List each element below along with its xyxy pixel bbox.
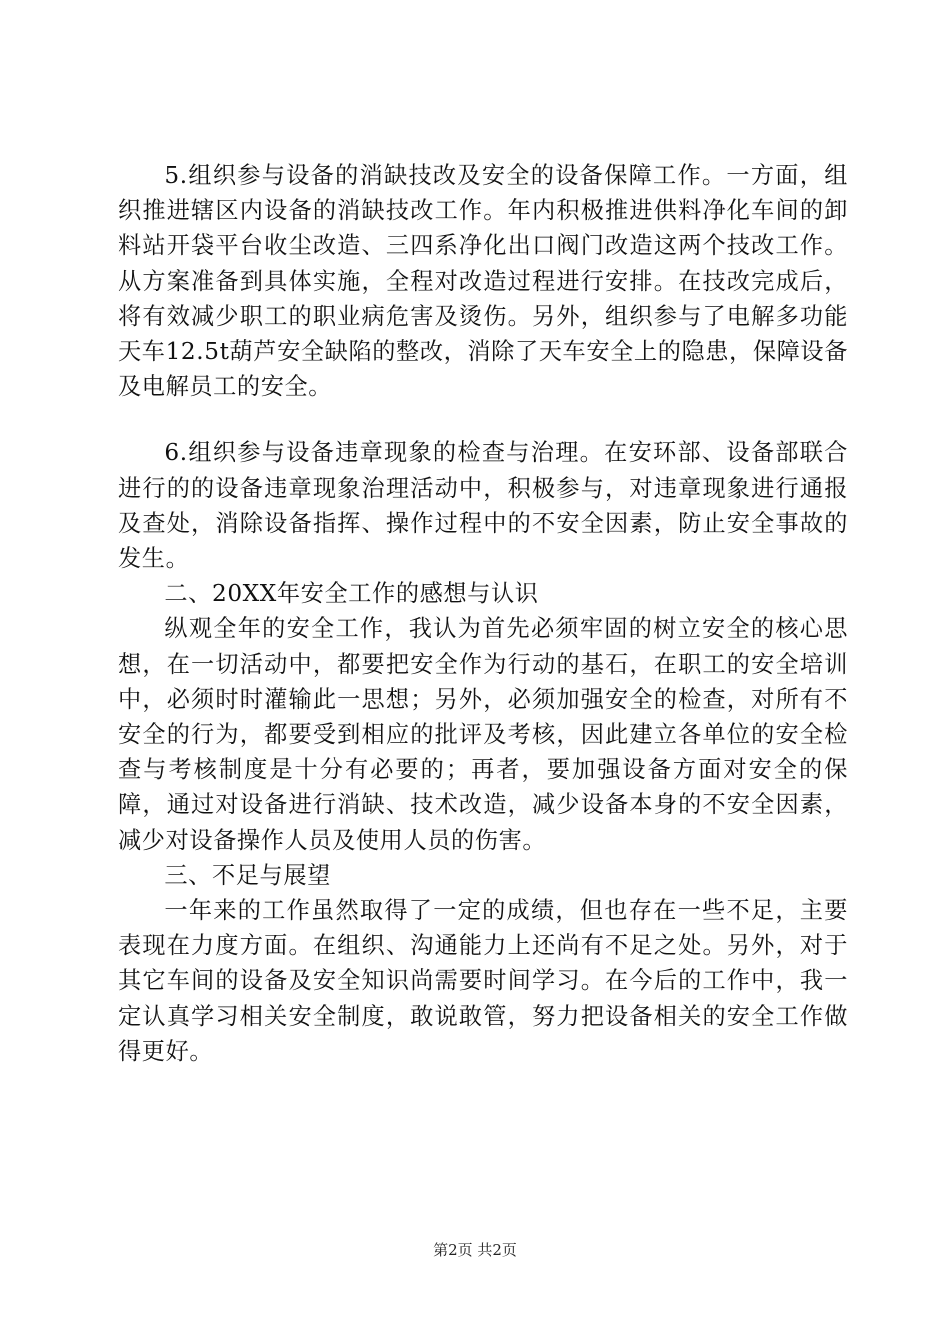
paragraph-spacer <box>118 404 848 435</box>
paragraph-item-5: 5.组织参与设备的消缺技改及安全的设备保障工作。一方面，组织推进辖区内设备的消缺技改工作。年内积极推进供料净化车间的卸料站开袋平台收尘改造、三四系净化出口阀门改造这两个技改工作。从方案准备到具体实施，全程对改造过程进行安排。在技改完成后，将有效减少职工的职业病危害及烫伤。另外，组织参与了电解多功能天车12.5t葫芦安全缺陷的整改，消除了天车安全上的隐患，保障设备及电解员工的安全。 <box>118 162 848 401</box>
document-body <box>118 158 848 1069</box>
paragraph-outlook: 一年来的工作虽然取得了一定的成绩，但也存在一些不足，主要表现在力度方面。在组织、沟通能力上还尚有不足之处。另外，对于其它车间的设备及安全知识尚需要时间学习。在今后的工作中，我一定认真学习相关安全制度，敢说敢管，努力把设备相关的安全工作做得更好。 <box>118 897 848 1065</box>
page-number-label: 第2页 共2页 <box>433 1241 517 1259</box>
paragraph-item-6: 6.组织参与设备违章现象的检查与治理。在安环部、设备部联合进行的的设备违章现象治理活动中，积极参与，对违章现象进行通报及查处，消除设备指挥、操作过程中的不安全因素，防止安全事故的发生。 <box>118 439 848 573</box>
section-heading-2: 二、20XX年安全工作的感想与认识 <box>164 580 539 608</box>
paragraph-reflections: 纵观全年的安全工作，我认为首先必须牢固的树立安全的核心思想，在一切活动中，都要把安全作为行动的基石，在职工的安全培训中，必须时时灌输此一思想；另外，必须加强安全的检查，对所有不安全的行为，都要受到相应的批评及考核，因此建立各单位的安全检查与考核制度是十分有必要的；再者，要加强设备方面对安全的保障，通过对设备进行消缺、技术改造，减少设备本身的不安全因素，减少对设备操作人员及使用人员的伤害。 <box>118 615 848 854</box>
page-footer <box>0 1240 950 1260</box>
section-heading-3: 三、不足与展望 <box>164 861 331 889</box>
